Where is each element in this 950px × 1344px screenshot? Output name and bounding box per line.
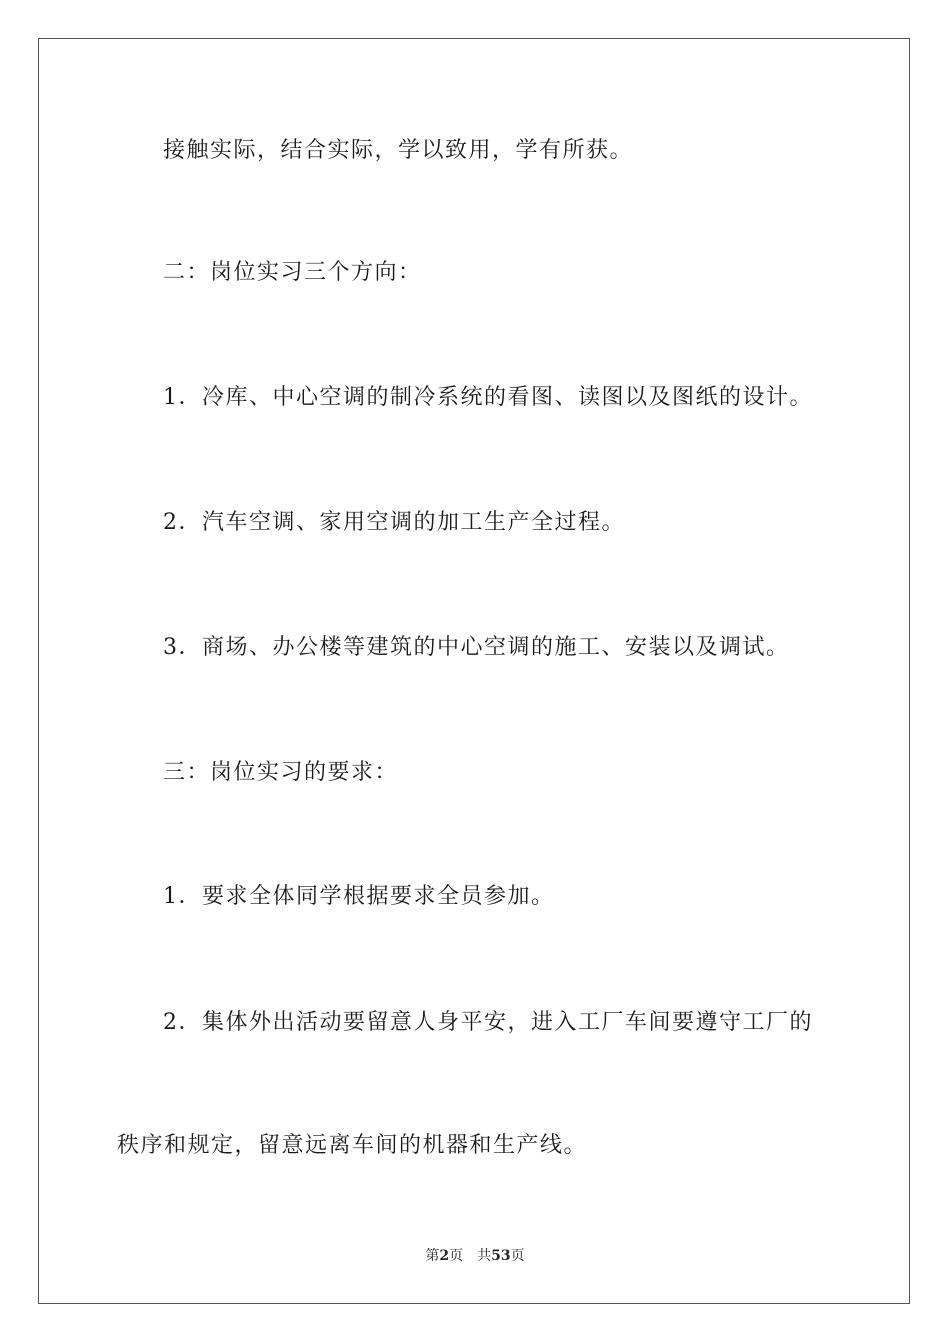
section-heading: 二：岗位实习三个方向： (163, 260, 422, 285)
list-item: 2．集体外出活动要留意人身平安，进入工厂车间要遵守工厂的 (163, 1010, 813, 1035)
current-page-number: 2 (439, 1248, 450, 1264)
list-item: 1．冷库、中心空调的制冷系统的看图、读图以及图纸的设计。 (163, 385, 813, 410)
total-suffix: 页 (510, 1248, 525, 1264)
body-paragraph: 接触实际，结合实际，学以致用，学有所获。 (163, 138, 634, 163)
list-item-continuation: 秩序和规定，留意远离车间的机器和生产线。 (117, 1133, 588, 1158)
total-prefix: 共 (477, 1248, 492, 1264)
list-item: 1．要求全体同学根据要求全员参加。 (163, 884, 555, 909)
section-heading: 三：岗位实习的要求： (163, 760, 399, 785)
page-border (38, 38, 910, 1304)
page-footer (0, 1246, 950, 1266)
list-item: 3．商场、办公楼等建筑的中心空调的施工、安装以及调试。 (163, 635, 790, 660)
page-prefix: 第 (425, 1248, 440, 1264)
list-item: 2．汽车空调、家用空调的加工生产全过程。 (163, 510, 625, 535)
total-pages-number: 53 (491, 1248, 511, 1264)
page-suffix: 页 (449, 1248, 464, 1264)
